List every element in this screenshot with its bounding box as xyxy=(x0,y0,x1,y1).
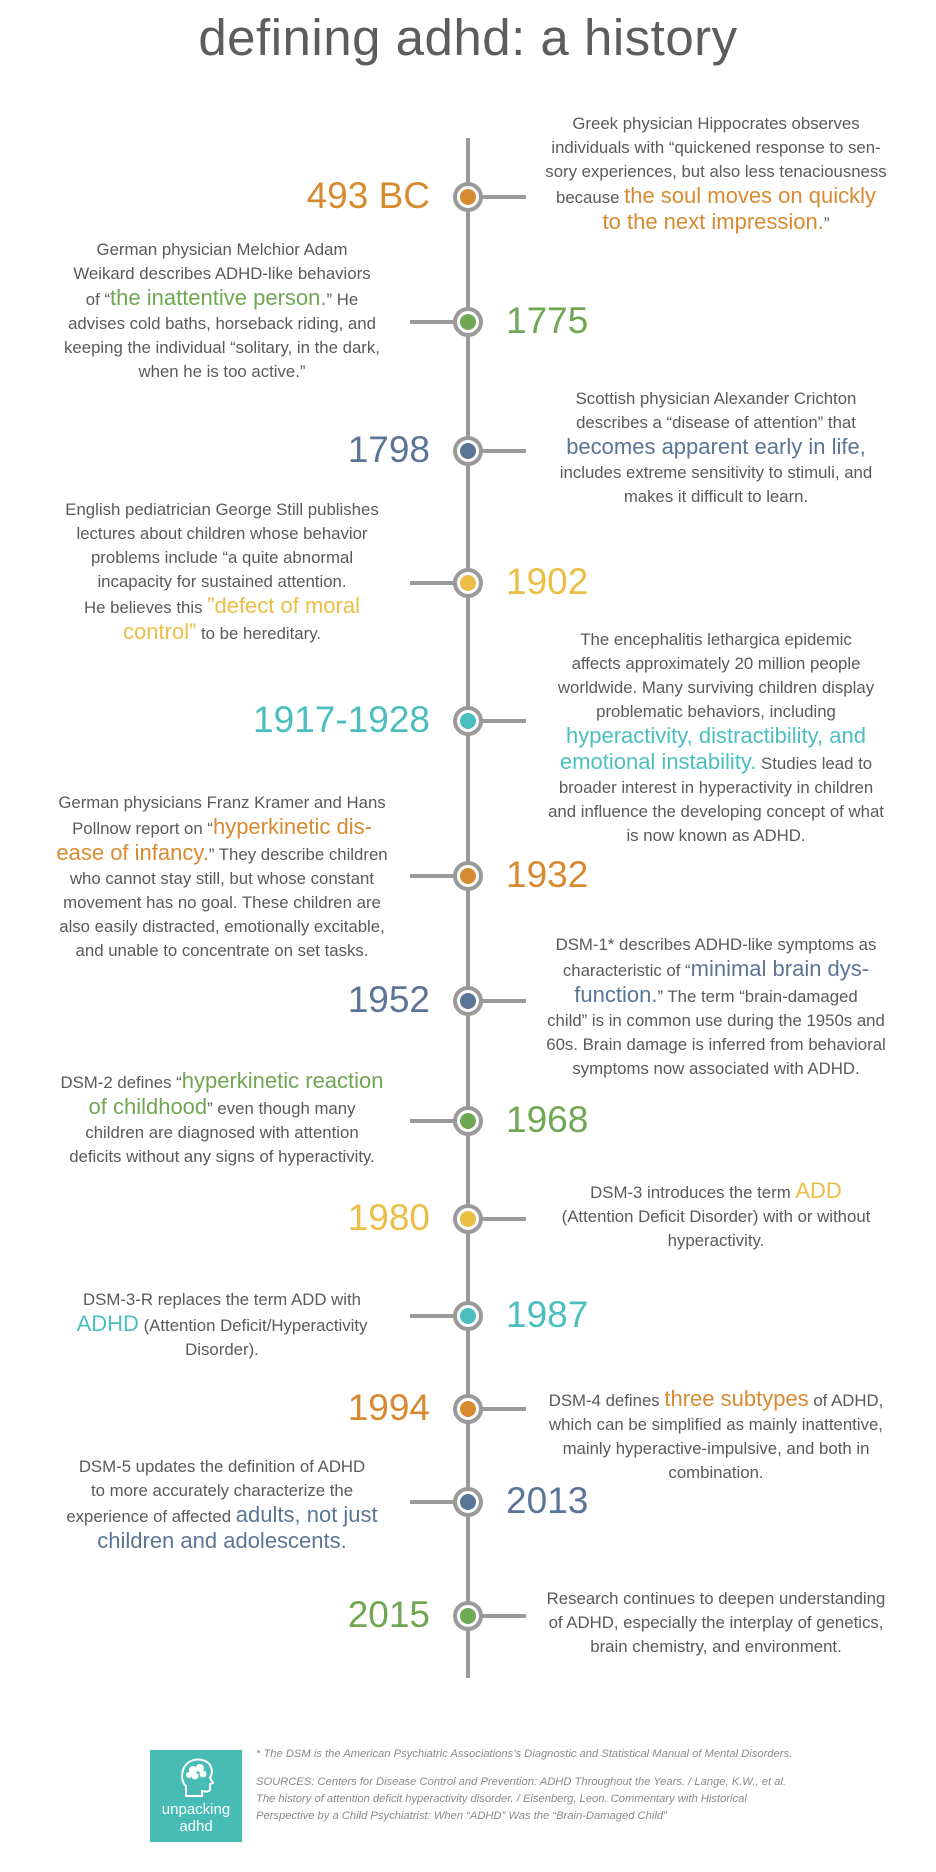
description-line xyxy=(34,1121,410,1145)
description-text: Scottish physician Alexander Crichton xyxy=(575,389,857,408)
event-year: 493 BC xyxy=(306,175,430,216)
node-dot xyxy=(460,189,476,205)
highlighted-phrase: ease of infancy. xyxy=(56,840,209,865)
description-text: 60s. Brain damage is inferred from behavioral xyxy=(546,1035,886,1054)
description-line xyxy=(34,312,410,336)
description-text: Greek physician Hippocrates observes xyxy=(572,114,860,133)
description-line xyxy=(34,238,410,262)
description-text: of “ xyxy=(85,290,111,309)
description-text: mainly hyperactive-impulsive, and both in xyxy=(562,1439,870,1458)
footnote: * The DSM is the American Psychiatric Associations’s Diagnostic and Statistical Manual of Mental Disorders. xyxy=(256,1748,793,1760)
description-text: affects approximately 20 million people xyxy=(571,654,861,673)
description-line xyxy=(34,1145,410,1169)
description-text: is now known as ADHD. xyxy=(626,826,806,845)
highlighted-phrase: becomes apparent early in life, xyxy=(566,434,866,459)
highlighted-phrase: hyperactivity, distractibility, and xyxy=(566,723,866,748)
description-line xyxy=(528,724,904,750)
description-line xyxy=(34,620,410,646)
event-description xyxy=(34,498,410,646)
description-line xyxy=(528,1009,904,1033)
description-text: and influence the developing concept of what xyxy=(548,802,884,821)
description-line xyxy=(528,1413,904,1437)
node-dot xyxy=(460,1401,476,1417)
event-year: 1952 xyxy=(347,979,430,1020)
description-line xyxy=(528,461,904,485)
description-text: English pediatrician George Still publishes xyxy=(65,500,379,519)
description-text: experience of affected xyxy=(66,1507,236,1526)
description-text: DSM-1* describes ADHD-like symptoms as xyxy=(555,935,877,954)
page-title: defining adhd: a history xyxy=(198,9,738,66)
description-text: and unable to concentrate on set tasks. xyxy=(75,941,369,960)
logo-text-line1: unpacking xyxy=(161,1801,231,1818)
description-line xyxy=(528,210,904,236)
event-year: 1987 xyxy=(506,1294,589,1335)
description-text: deficits without any signs of hyperactivity. xyxy=(69,1147,375,1166)
event-year: 1775 xyxy=(506,300,589,341)
event-year: 1798 xyxy=(347,429,430,470)
description-text: incapacity for sustained attention. xyxy=(97,572,347,591)
description-line xyxy=(34,336,410,360)
logo xyxy=(150,1750,242,1842)
highlighted-phrase: emotional instability. xyxy=(559,749,757,774)
description-line xyxy=(528,387,904,411)
description-line xyxy=(528,485,904,509)
description-line xyxy=(34,522,410,546)
description-text: problems include “a quite abnormal xyxy=(90,548,354,567)
node-dot xyxy=(460,443,476,459)
description-text: movement has no goal. These children are xyxy=(63,893,381,912)
description-line xyxy=(528,1387,904,1413)
description-line xyxy=(34,815,410,841)
description-text: Studies lead to xyxy=(756,754,873,773)
description-line xyxy=(528,750,904,776)
highlighted-phrase: control” xyxy=(122,619,197,644)
node-dot xyxy=(460,993,476,1009)
description-text: ” even though many xyxy=(207,1099,356,1118)
description-text: which can be simplified as mainly inattentive, xyxy=(549,1415,883,1434)
event-description xyxy=(528,628,904,848)
node-dot xyxy=(460,868,476,884)
description-line xyxy=(528,1205,904,1229)
description-line xyxy=(34,867,410,891)
timeline-axis xyxy=(466,138,470,1678)
highlighted-phrase: ADD xyxy=(795,1178,842,1203)
description-line xyxy=(34,594,410,620)
event-description xyxy=(528,1179,904,1253)
description-text: He believes this xyxy=(84,598,208,617)
event-year: 2015 xyxy=(347,1594,430,1635)
description-text: DSM-3-R replaces the term ADD with xyxy=(83,1290,361,1309)
node-dot xyxy=(460,713,476,729)
description-text: sory experiences, but also less tenaciousness xyxy=(545,162,887,181)
description-line xyxy=(34,841,410,867)
description-text: ” The term “brain-damaged xyxy=(657,987,858,1006)
description-line xyxy=(528,983,904,1009)
event-year: 1980 xyxy=(347,1197,430,1238)
description-line xyxy=(528,957,904,983)
description-line xyxy=(528,700,904,724)
source-line: SOURCES: Centers for Disease Control and Prevention: ADHD Throughout the Years. / Lange, K.W., et al. xyxy=(256,1776,787,1788)
description-line xyxy=(34,1069,410,1095)
description-line xyxy=(34,1312,410,1338)
node-dot xyxy=(460,314,476,330)
description-line xyxy=(528,1179,904,1205)
description-line xyxy=(528,776,904,800)
description-line xyxy=(34,939,410,963)
description-line xyxy=(528,1611,904,1635)
description-text: characteristic of “ xyxy=(562,961,691,980)
description-line xyxy=(34,1095,410,1121)
description-text: Research continues to deepen understanding xyxy=(546,1589,886,1608)
description-text: also easily distracted, emotionally excitable, xyxy=(59,917,385,936)
description-line xyxy=(34,1338,410,1362)
description-text: hyperactivity. xyxy=(667,1231,765,1250)
description-text: keeping the individual “solitary, in the dark, xyxy=(64,338,380,357)
node-dot xyxy=(460,1608,476,1624)
event-description xyxy=(528,933,904,1081)
node-dot xyxy=(460,575,476,591)
event-description xyxy=(34,238,410,384)
description-line xyxy=(34,791,410,815)
highlighted-phrase: hyperkinetic reaction xyxy=(181,1068,384,1093)
description-line xyxy=(528,1635,904,1659)
description-line xyxy=(528,1437,904,1461)
description-line xyxy=(34,891,410,915)
description-text: describes a “disease of attention” that xyxy=(576,413,856,432)
description-text: worldwide. Many surviving children display xyxy=(557,678,875,697)
node-dot xyxy=(460,1494,476,1510)
description-text: The encephalitis lethargica epidemic xyxy=(580,630,852,649)
description-text: German physicians Franz Kramer and Hans xyxy=(58,793,386,812)
description-line xyxy=(34,1503,410,1529)
description-text: German physician Melchior Adam xyxy=(96,240,348,259)
event-description xyxy=(528,1387,904,1485)
description-line xyxy=(528,800,904,824)
event-year: 1968 xyxy=(506,1099,589,1140)
description-text: Weikard describes ADHD-like behaviors xyxy=(73,264,371,283)
highlighted-phrase: to the next impression. xyxy=(602,209,824,234)
description-line xyxy=(34,915,410,939)
highlighted-phrase: ADHD xyxy=(76,1311,139,1336)
description-text: Disorder). xyxy=(185,1340,259,1359)
description-line xyxy=(34,286,410,312)
event-description xyxy=(34,1069,410,1169)
highlighted-phrase: the soul moves on quickly xyxy=(624,183,876,208)
description-line xyxy=(528,160,904,184)
event-description xyxy=(34,1288,410,1362)
description-text: ” xyxy=(823,214,830,233)
description-line xyxy=(34,1479,410,1503)
description-text: (Attention Deficit/Hyperactivity xyxy=(138,1316,368,1335)
event-year: 1902 xyxy=(506,561,589,602)
description-text: broader interest in hyperactivity in children xyxy=(558,778,874,797)
description-text: lectures about children whose behavior xyxy=(76,524,368,543)
event-year: 1932 xyxy=(506,854,589,895)
description-text: who cannot stay still, but whose constant xyxy=(69,869,375,888)
description-line xyxy=(528,184,904,210)
description-line xyxy=(34,570,410,594)
description-line xyxy=(528,933,904,957)
description-line xyxy=(34,1455,410,1479)
highlighted-phrase: adults, not just xyxy=(235,1502,378,1527)
event-description xyxy=(528,1587,904,1659)
highlighted-phrase: the inattentive person. xyxy=(110,285,327,310)
highlighted-phrase: minimal brain dys- xyxy=(690,956,870,981)
description-text: children are diagnosed with attention xyxy=(85,1123,359,1142)
description-text: to be hereditary. xyxy=(196,624,322,643)
description-text: (Attention Deficit Disorder) with or without xyxy=(561,1207,871,1226)
description-line xyxy=(528,652,904,676)
description-line xyxy=(528,435,904,461)
description-line xyxy=(34,262,410,286)
description-line xyxy=(528,676,904,700)
event-description xyxy=(528,387,904,509)
description-line xyxy=(528,136,904,160)
description-text: to more accurately characterize the xyxy=(90,1481,354,1500)
description-text: DSM-2 defines “ xyxy=(60,1073,182,1092)
description-text: Pollnow report on “ xyxy=(72,819,213,838)
description-line xyxy=(528,1057,904,1081)
description-text: DSM-3 introduces the term xyxy=(590,1183,796,1202)
description-text: of ADHD, especially the interplay of genetics, xyxy=(548,1613,884,1632)
head-brain-icon xyxy=(180,1756,214,1798)
description-text: because xyxy=(555,188,625,207)
description-line xyxy=(34,360,410,384)
description-line xyxy=(34,498,410,522)
description-text: symptoms now associated with ADHD. xyxy=(572,1059,860,1078)
description-text: ” He xyxy=(326,290,359,309)
event-year: 2013 xyxy=(506,1480,589,1521)
description-text: of ADHD, xyxy=(808,1391,884,1410)
description-text: advises cold baths, horseback riding, and xyxy=(68,314,376,333)
description-line xyxy=(528,1587,904,1611)
event-description xyxy=(528,112,904,236)
node-dot xyxy=(460,1113,476,1129)
description-line xyxy=(528,1229,904,1253)
description-text: child” is in common use during the 1950s and xyxy=(547,1011,885,1030)
highlighted-phrase: hyperkinetic dis- xyxy=(212,814,372,839)
description-line xyxy=(528,112,904,136)
description-text: ” They describe children xyxy=(208,845,388,864)
description-line xyxy=(34,1288,410,1312)
highlighted-phrase: of childhood xyxy=(88,1094,208,1119)
event-year: 1917-1928 xyxy=(253,699,430,740)
description-line xyxy=(528,628,904,652)
description-line xyxy=(528,1033,904,1057)
event-description xyxy=(34,1455,410,1555)
description-text: DSM-5 updates the definition of ADHD xyxy=(78,1457,366,1476)
description-text: makes it difficult to learn. xyxy=(623,487,809,506)
description-line xyxy=(528,411,904,435)
description-text: includes extreme sensitivity to stimuli, and xyxy=(559,463,873,482)
description-text: individuals with “quickened response to sen- xyxy=(551,138,881,157)
description-line xyxy=(34,546,410,570)
source-line: The history of attention deficit hyperactivity disorder. / Eisenberg, Leon. Commentary with Historical xyxy=(256,1793,747,1805)
description-line xyxy=(528,824,904,848)
highlighted-phrase: three subtypes xyxy=(664,1386,809,1411)
description-text: combination. xyxy=(668,1463,764,1482)
description-text: brain chemistry, and environment. xyxy=(590,1637,842,1656)
event-description xyxy=(34,791,410,963)
description-text: problematic behaviors, including xyxy=(596,702,836,721)
event-year: 1994 xyxy=(347,1387,430,1428)
highlighted-phrase: ”defect of moral xyxy=(207,593,360,618)
highlighted-phrase: function. xyxy=(574,982,658,1007)
description-text: DSM-4 defines xyxy=(548,1391,665,1410)
description-text: when he is too active.” xyxy=(138,362,306,381)
node-dot xyxy=(460,1211,476,1227)
node-dot xyxy=(460,1308,476,1324)
highlighted-phrase: children and adolescents. xyxy=(97,1528,347,1553)
description-line xyxy=(34,1529,410,1555)
source-line: Perspective by a Child Psychiatrist: When “ADHD” Was the “Brain-Damaged Child” xyxy=(256,1810,667,1822)
logo-text-line2: adhd xyxy=(179,1818,213,1835)
